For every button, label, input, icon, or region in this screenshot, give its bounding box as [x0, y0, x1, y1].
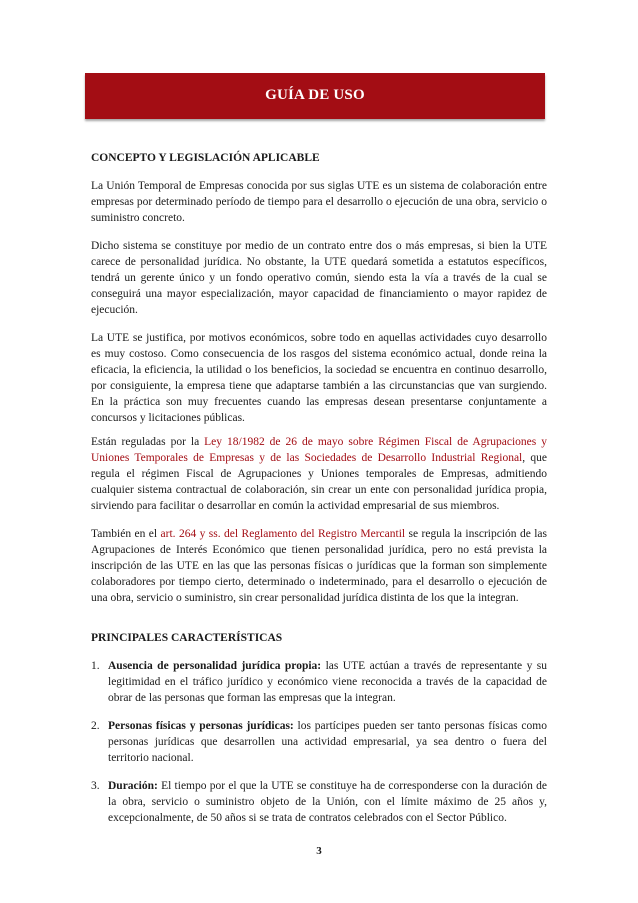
list-item-text: las UTE actúan a través de representante y su legitimidad en el tráfico jurídico y económico viene reconocida a través de la capacidad de obrar de las personas que forman las empresas que la integran. — [108, 660, 547, 704]
list-item-text: El tiempo por el que la UTE se constituye ha de corresponderse con la duración de la obra, servicio o suministro objeto de la Unión, con el límite máximo de 25 años y, excepcionalmente, de 50 años si se trata de contratos celebrados con el Sector Público. — [108, 780, 547, 824]
paragraph-4-intro: Están reguladas por la — [91, 436, 205, 448]
list-item-title: Duración: — [108, 780, 158, 792]
page-title: GUÍA DE USO — [265, 87, 365, 103]
paragraph-5-intro: También en el — [91, 528, 161, 540]
paragraph-5-rest: se regula la inscripción de las Agrupaciones de Interés Económico que tienen personalidad jurídica, pero no está prevista la inscripción de las UTE en las que las personas físicas o jurídicas que la forman son simplemente colaboradores por tiempo cierto, determinado o indeterminado, para el desarrollo o ejecución de una obra, servicio o suministro, sin crear personalidad jurídica distinta de los que la integran. — [91, 528, 548, 604]
paragraph-2: Dicho sistema se constituye por medio de un contrato entre dos o más empresas, si bien la UTE carece de personalidad jurídica. No obstante, la UTE quedará sometida a estatutos específicos, tendrá un gerente único y un fondo operativo común, siendo esta la vía a través de la cual se conseguirá una mayor especialización, mayor capacidad de financiamiento o mayor rapidez de ejecución. — [91, 240, 547, 316]
paragraph-5 — [91, 526, 547, 606]
list-item-title: Ausencia de personalidad jurídica propia: — [108, 660, 322, 672]
list-item-number: 3. — [91, 780, 100, 792]
section-heading-caracteristicas: PRINCIPALES CARACTERÍSTICAS — [91, 632, 283, 644]
list-item-number: 2. — [91, 720, 100, 732]
paragraph-4-rest: , que regula el régimen Fiscal de Agrupaciones y Uniones temporales de Empresas, admitiendo cualquier sistema contractual de colaboración, sin crear un ente con personalidad jurídica propia, sirviendo para facilitar o desarrollar en común la actividad empresarial de sus miembros. — [91, 452, 548, 512]
page-number: 3 — [316, 845, 322, 857]
header-band — [85, 73, 545, 119]
paragraph-1: La Unión Temporal de Empresas conocida por sus siglas UTE es un sistema de colaboración entre empresas por determinado período de tiempo para el desarrollo o ejecución de una obra, servicio o suministro concreto. — [91, 180, 547, 224]
list-item-text: los partícipes pueden ser tanto personas físicas como personas jurídicas que desarrollen una actividad empresarial, ya sea dentro o fuera del territorio nacional. — [108, 720, 547, 764]
list-item-number: 1. — [91, 660, 100, 672]
document-body — [91, 150, 547, 826]
list-item — [91, 658, 547, 706]
section-heading-concepto: CONCEPTO Y LEGISLACIÓN APLICABLE — [91, 152, 320, 164]
list-item — [91, 778, 547, 826]
list-item-title: Personas físicas y personas jurídicas: — [108, 720, 294, 732]
law-link[interactable]: Ley 18/1982 de 26 de mayo sobre Régimen Fiscal de Agrupaciones y Uniones Temporales de Empresas y de las Sociedades de Desarrollo Industrial Regional — [91, 436, 547, 464]
regulation-link[interactable]: art. 264 y ss. del Reglamento del Registro Mercantil — [160, 528, 406, 540]
paragraph-3: La UTE se justifica, por motivos económicos, sobre todo en aquellas actividades cuyo desarrollo es muy costoso. Como consecuencia de los rasgos del sistema económico actual, donde reina la eficacia, la eficiencia, la utilidad o los beneficios, la sociedad se encuentra en continuo desarrollo, por consiguiente, la empresa tiene que adaptarse también a las circunstancias que van surgiendo. En la práctica son muy frecuentes cuando las empresas desean presentarse conjuntamente a concursos y licitaciones públicas. — [91, 332, 547, 424]
list-item — [91, 718, 547, 766]
paragraph-4 — [91, 434, 547, 514]
